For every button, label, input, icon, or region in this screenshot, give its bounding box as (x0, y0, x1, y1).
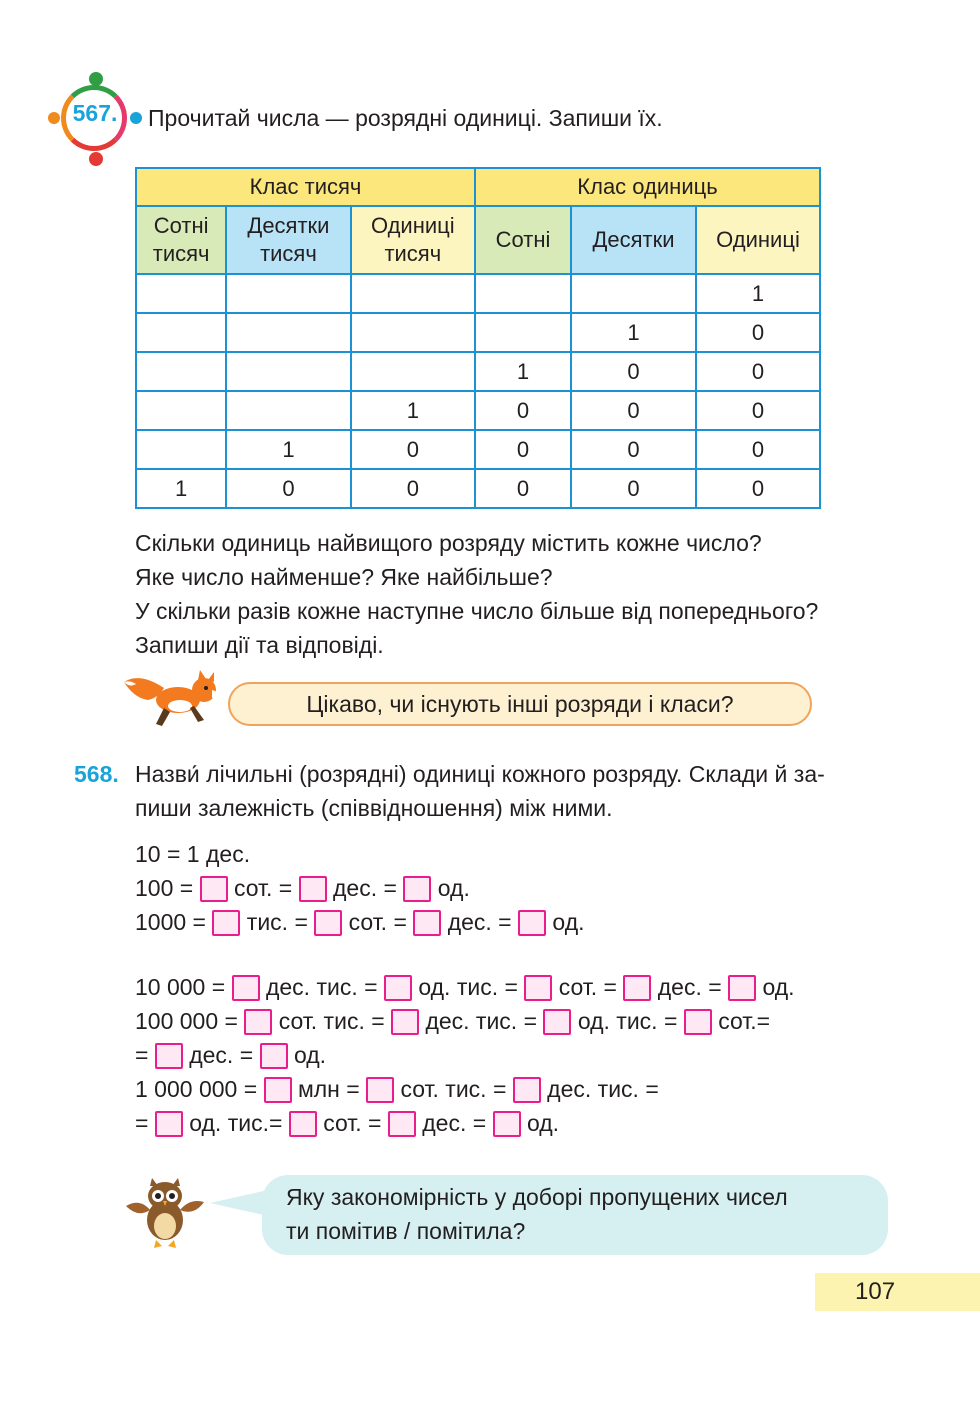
table-cell (226, 391, 350, 430)
eq-text: дес. = (189, 1042, 254, 1068)
table-cell (571, 274, 696, 313)
eq-text: 10 000 = (135, 974, 226, 1000)
owl-illustration (120, 1176, 210, 1254)
owl-bubble-line2: ти помітив / помітила? (286, 1218, 526, 1244)
eq-text: сот. = (558, 974, 617, 1000)
answer-box[interactable] (212, 910, 240, 936)
eq-text: 100 = (135, 875, 194, 901)
eq-text: = (135, 1042, 149, 1068)
exercise-567-badge (48, 72, 146, 166)
eq-text: сот. тис. = (278, 1008, 385, 1034)
table-cell (136, 430, 226, 469)
answer-box[interactable] (403, 876, 431, 902)
eq-text: сот. = (323, 1110, 382, 1136)
exercise-568-task-line1: Назви́ лічильні (розрядні) одиниці кожного розряду. Склади й за- (135, 761, 825, 787)
equation-6b (135, 1106, 559, 1140)
question-4: Запиши дії та відповіді. (135, 632, 384, 658)
page-number: 107 (815, 1273, 980, 1311)
table-cell (475, 274, 571, 313)
fox-speech-bubble: Цікаво, чи існують інші розряди і класи? (228, 682, 812, 726)
eq-text: млн = (297, 1076, 360, 1102)
eq-text: дес. тис. = (265, 974, 378, 1000)
table-cell (226, 313, 350, 352)
badge-dot-orange (48, 112, 60, 124)
table-cell: 0 (351, 430, 475, 469)
exercise-568-number: 568. (74, 761, 119, 787)
answer-box[interactable] (684, 1009, 712, 1035)
eq-text: сот. = (233, 875, 293, 901)
fox-illustration (120, 668, 224, 730)
exercise-567-task: Прочитай числа — розрядні одиниці. Запиши їх. (148, 105, 663, 131)
table-cell (351, 274, 475, 313)
answer-box[interactable] (232, 975, 260, 1001)
eq-text: од. тис. = (418, 974, 518, 1000)
answer-box[interactable] (289, 1111, 317, 1137)
question-3: У скільки разів кожне наступне число більше від попереднього? (135, 598, 819, 624)
table-cell (136, 274, 226, 313)
answer-box[interactable] (388, 1111, 416, 1137)
answer-box[interactable] (518, 910, 546, 936)
eq-text: 1000 = (135, 909, 206, 935)
eq-text: од. (552, 909, 585, 935)
header-units-thousands: Одиниці тисяч (351, 206, 475, 274)
table-cell: 1 (226, 430, 350, 469)
table-cell: 0 (571, 391, 696, 430)
eq-text: дес. тис. = (425, 1008, 538, 1034)
table-cell (475, 313, 571, 352)
eq-text: дес. = (422, 1110, 487, 1136)
table-row (136, 274, 820, 313)
table-cell: 0 (696, 352, 820, 391)
class-units-header: Клас одиниць (475, 168, 820, 206)
eq-text: сот. = (348, 909, 407, 935)
table-cell (351, 352, 475, 391)
table-cell: 0 (696, 391, 820, 430)
table-cell: 0 (351, 469, 475, 508)
badge-head-red (89, 152, 103, 166)
table-cell: 1 (696, 274, 820, 313)
table-row (136, 391, 820, 430)
answer-box[interactable] (155, 1111, 183, 1137)
exercise-number: 567. (72, 100, 118, 126)
table-row (136, 430, 820, 469)
table-cell: 0 (571, 430, 696, 469)
answer-box[interactable] (493, 1111, 521, 1137)
table-cell (136, 313, 226, 352)
answer-box[interactable] (264, 1077, 292, 1103)
equation-5b (135, 1038, 326, 1072)
table-row (136, 352, 820, 391)
badge-head-green (89, 72, 103, 86)
table-cell: 0 (571, 469, 696, 508)
table-cell: 0 (696, 469, 820, 508)
table-cell (136, 391, 226, 430)
equation-6a (135, 1072, 659, 1106)
eq-text: од. (762, 974, 795, 1000)
eq-text: од. (437, 875, 470, 901)
table-cell: 0 (475, 469, 571, 508)
header-tens: Десятки (571, 206, 696, 274)
exercise-568-task-line2: пиши залежність (співвідношення) між ними. (135, 795, 613, 821)
table-cell: 0 (696, 430, 820, 469)
eq-text: дес. = (447, 909, 512, 935)
eq-text: дес. тис. = (547, 1076, 659, 1102)
table-cell (351, 313, 475, 352)
table-row (136, 469, 820, 508)
table-cell (226, 352, 350, 391)
answer-box[interactable] (413, 910, 441, 936)
equation-2 (135, 871, 470, 905)
class-thousands-header: Клас тисяч (136, 168, 475, 206)
eq-text: тис. = (246, 909, 308, 935)
bubble-tail (210, 1189, 272, 1217)
eq-text: од. тис. = (577, 1008, 678, 1034)
answer-box[interactable] (623, 975, 651, 1001)
eq-text: сот.= (718, 1008, 771, 1034)
eq-text: од. тис.= (189, 1110, 283, 1136)
eq-text: 1 000 000 = (135, 1076, 258, 1102)
eq-text: = (135, 1110, 149, 1136)
answer-box[interactable] (513, 1077, 541, 1103)
answer-box[interactable] (244, 1009, 272, 1035)
answer-box[interactable] (314, 910, 342, 936)
table-cell: 1 (351, 391, 475, 430)
header-tens-thousands: Десятки тисяч (226, 206, 350, 274)
answer-box[interactable] (260, 1043, 288, 1069)
equation-1: 10 = 1 дес. (135, 841, 251, 867)
answer-box[interactable] (384, 975, 412, 1001)
table-cell: 0 (226, 469, 350, 508)
question-1: Скільки одиниць найвищого розряду містить кожне число? (135, 530, 762, 556)
eq-text: дес. = (333, 875, 397, 901)
eq-text: 100 000 = (135, 1008, 238, 1034)
answer-box[interactable] (524, 975, 552, 1001)
table-cell: 0 (571, 352, 696, 391)
table-row (136, 313, 820, 352)
eq-text: сот. тис. = (400, 1076, 507, 1102)
answer-box[interactable] (728, 975, 756, 1001)
header-hundreds: Сотні (475, 206, 571, 274)
header-hundreds-thousands: Сотні тисяч (136, 206, 226, 274)
table-cell: 1 (136, 469, 226, 508)
answer-box[interactable] (543, 1009, 571, 1035)
answer-box[interactable] (391, 1009, 419, 1035)
eq-text: дес. = (657, 974, 722, 1000)
question-2: Яке число найменше? Яке найбільше? (135, 564, 553, 590)
table-cell: 1 (571, 313, 696, 352)
table-cell (136, 352, 226, 391)
eq-text: од. (526, 1110, 560, 1136)
table-cell: 0 (475, 430, 571, 469)
place-value-table (135, 167, 821, 509)
table-cell: 1 (475, 352, 571, 391)
table-cell (226, 274, 350, 313)
answer-box[interactable] (155, 1043, 183, 1069)
answer-box[interactable] (366, 1077, 394, 1103)
table-cell: 0 (696, 313, 820, 352)
eq-text: од. (293, 1042, 327, 1068)
table-cell: 0 (475, 391, 571, 430)
answer-box[interactable] (200, 876, 228, 902)
answer-box[interactable] (299, 876, 327, 902)
owl-bubble-line1: Яку закономірність у доборі пропущених чисел (286, 1184, 788, 1210)
equation-3 (135, 905, 585, 939)
equation-4 (135, 970, 795, 1004)
owl-speech-bubble (262, 1175, 888, 1255)
badge-dot-blue (130, 112, 142, 124)
equation-5a (135, 1004, 770, 1038)
header-units: Одиниці (696, 206, 820, 274)
